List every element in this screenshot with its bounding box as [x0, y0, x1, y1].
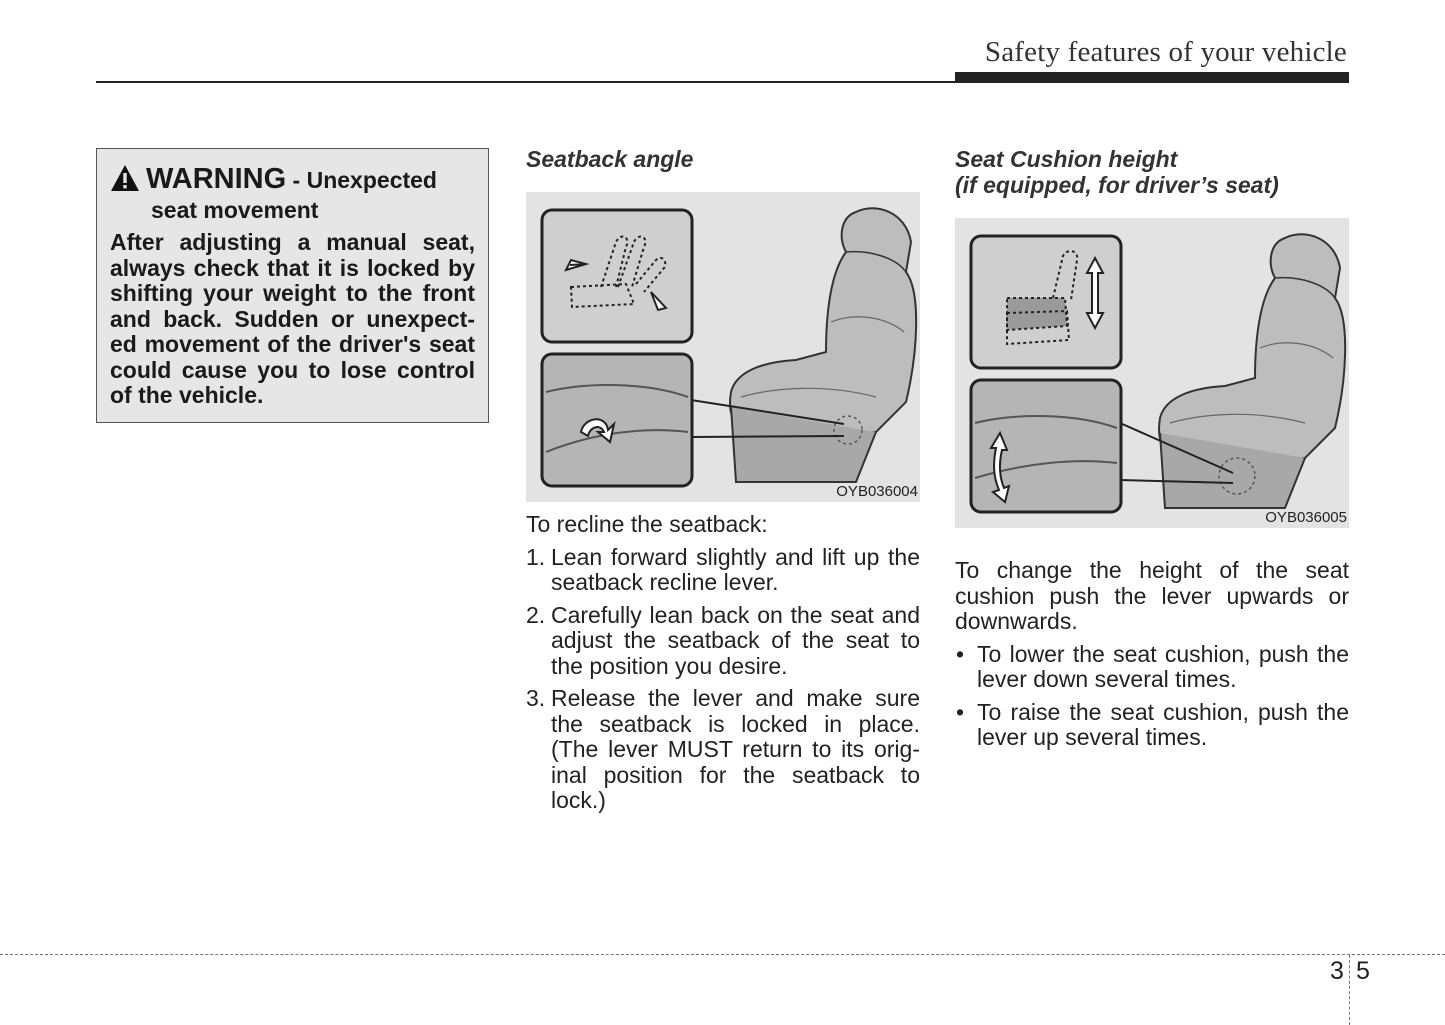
cushion-bullet-1 — [955, 642, 1349, 693]
bullet-text: To lower the seat cushion, push the lever down several times. — [977, 640, 1349, 692]
page-header-title: Safety features of your vehicle — [984, 36, 1347, 68]
seatback-section — [526, 142, 920, 814]
warning-word: WARNING — [146, 163, 287, 195]
seatback-illustration — [526, 192, 920, 502]
warning-box — [96, 148, 489, 423]
warning-triangle-icon — [110, 164, 140, 192]
step-text: Release the lever and make sure the seatback is locked in place. (The lever MUST return to its orig-inal position for the seatback to lock.) — [551, 685, 920, 813]
seatback-figure — [526, 192, 920, 502]
page-number: 5 — [1356, 957, 1370, 985]
step-number: 3. — [526, 685, 546, 711]
seatback-figure-code: OYB036004 — [836, 483, 918, 500]
cushion-figure — [955, 218, 1349, 528]
footer-rule — [0, 954, 1445, 955]
cushion-bullet-2 — [955, 700, 1349, 751]
bullet-mark: • — [956, 640, 965, 667]
seatback-title: Seatback angle — [526, 146, 694, 172]
footer-divider — [1349, 955, 1350, 1025]
seatback-intro: To recline the seatback: — [526, 511, 768, 537]
cushion-title-line2: (if equipped, for driver’s seat) — [955, 172, 1279, 198]
bullet-mark: • — [956, 698, 965, 725]
warning-title: - Unexpected — [286, 167, 437, 193]
cushion-section — [955, 142, 1349, 751]
bullet-text: To raise the seat cushion, push the lever up several times. — [977, 698, 1349, 750]
step-number: 2. — [526, 601, 546, 628]
cushion-title-line1: Seat Cushion height — [955, 146, 1178, 172]
cushion-intro: To change the height of the seat cushion push the lever upwards or downwards. — [955, 557, 1349, 634]
warning-body: After adjusting a manual seat, always check that it is locked by shifting your weight to the front and back. Sudden or unexpect-ed movement of the driver's seat could cause you to lose control of the vehicle. — [110, 229, 475, 408]
seatback-step-1 — [526, 545, 920, 596]
step-number: 1. — [526, 543, 546, 570]
seatback-step-3 — [526, 686, 920, 814]
step-text: Lean forward slightly and lift up the seatback recline lever. — [551, 543, 920, 595]
warning-subtitle: seat movement — [151, 197, 319, 223]
step-text: Carefully lean back on the seat and adjust the seatback of the seat to the position you desire. — [551, 601, 920, 679]
seatback-step-2 — [526, 603, 920, 680]
page-chapter-number: 3 — [1330, 957, 1344, 985]
cushion-illustration — [955, 218, 1349, 528]
header-rule — [96, 81, 1349, 83]
cushion-figure-code: OYB036005 — [1265, 509, 1347, 526]
warning-heading — [110, 163, 475, 196]
